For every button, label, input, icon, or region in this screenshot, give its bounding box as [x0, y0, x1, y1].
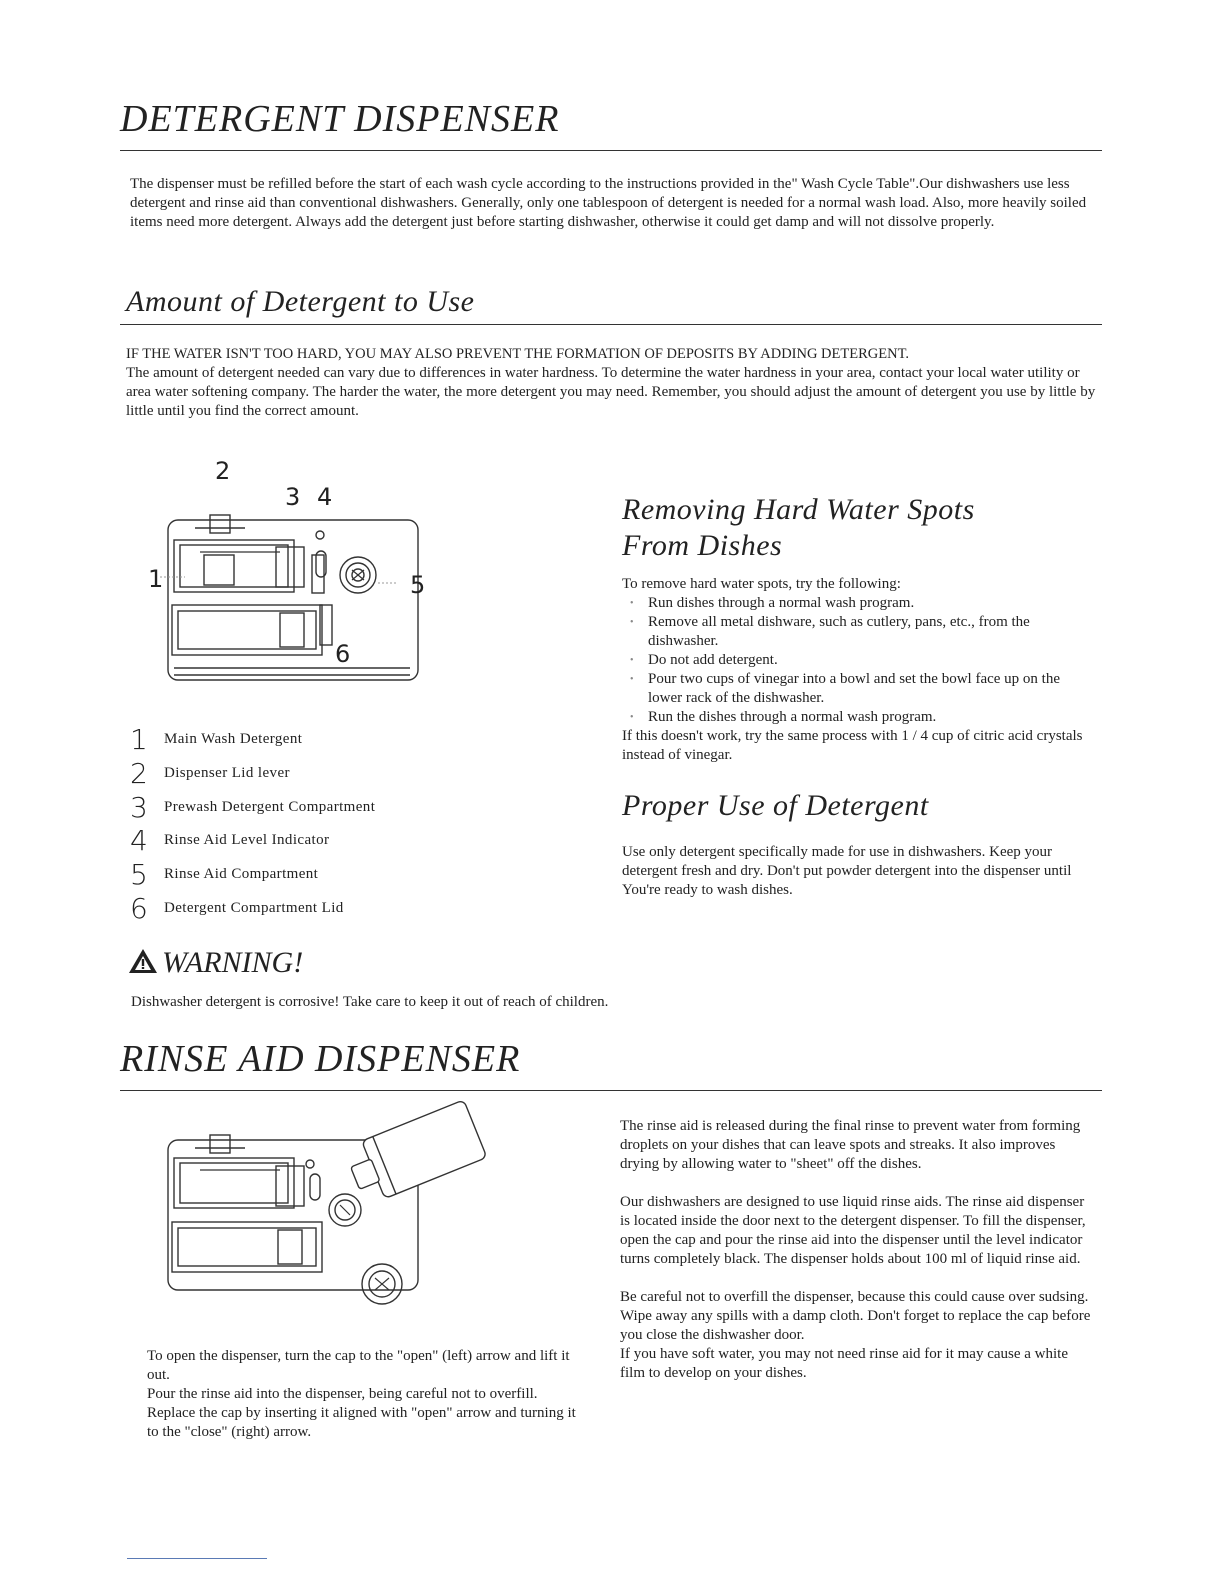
section-rule: [120, 324, 1102, 325]
legend-text: Prewash Detergent Compartment: [164, 798, 376, 815]
legend-item: [130, 790, 375, 824]
rinse-aid-paragraph: The rinse aid is released during the final rinse to prevent water from forming droplets on your dishes that can leave spots and streaks. It also improves drying by allowing water to "sheet" off the dishes.: [620, 1118, 1081, 1172]
footer-rule: [127, 1558, 267, 1559]
legend-number: 5: [130, 857, 148, 891]
step-item: • Do not add detergent.: [622, 651, 1092, 670]
diagram-label-2: 2: [215, 457, 231, 485]
legend-text: Rinse Aid Compartment: [164, 865, 319, 882]
warning-icon: [128, 948, 158, 979]
legend-item: [130, 756, 290, 790]
rinse-aid-illustration: [160, 1100, 500, 1320]
diagram-label-3: 3: [285, 483, 301, 511]
rinse-aid-diagram: [160, 1100, 500, 1320]
section-title-proper-use: Proper Use of Detergent: [622, 789, 929, 822]
step-item: • Run dishes through a normal wash program.: [622, 594, 1092, 613]
section-title-hard-water: [622, 492, 975, 564]
section-title-rinse-aid: RINSE AID DISPENSER: [120, 1038, 521, 1080]
section-title-amount: Amount of Detergent to Use: [126, 285, 475, 318]
rinse-aid-paragraph: If you have soft water, you may not need rinse aid for it may cause a white film to develop on your dishes.: [620, 1346, 1069, 1381]
title-rule: [120, 150, 1102, 151]
hard-water-section: [622, 575, 1092, 765]
rinse-step: To open the dispenser, turn the cap to the "open" (left) arrow and lift it out.: [147, 1348, 570, 1383]
legend-item: [130, 891, 344, 925]
hard-water-title-line2: From Dishes: [622, 529, 783, 562]
warning-title: WARNING!: [162, 946, 304, 979]
section-rule: [120, 1090, 1102, 1091]
legend-number: 4: [130, 823, 148, 857]
legend-item: [130, 823, 329, 857]
warning-text: Dishwasher detergent is corrosive! Take care to keep it out of reach of children.: [131, 994, 609, 1010]
legend-text: Rinse Aid Level Indicator: [164, 831, 330, 848]
diagram-label-1: 1: [148, 565, 164, 593]
legend-number: 3: [130, 790, 148, 824]
legend-number: 6: [130, 891, 148, 925]
rinse-aid-paragraph: Be careful not to overfill the dispenser, because this could cause over sudsing. Wipe away any spills with a damp cloth. Don't forget to replace the cap before you close the dishwasher door.: [620, 1289, 1091, 1343]
rinse-aid-right-text: [620, 1117, 1095, 1383]
hard-water-intro: To remove hard water spots, try the following:: [622, 576, 901, 592]
intro-paragraph: The dispenser must be refilled before the start of each wash cycle according to the instructions provided in the" Wash Cycle Table".Our dishwashers use less detergent and rinse aid than conventional dishwashers. Generally, only one tablespoon of detergent is needed for a normal wash load. Also, more heavily soiled items need more detergent. Always add the detergent just before starting dishwasher, otherwise it could get damp and will not dissolve properly.: [130, 176, 1087, 230]
legend-text: Main Wash Detergent: [164, 730, 303, 747]
page-title: DETERGENT DISPENSER: [120, 98, 560, 140]
legend-text: Detergent Compartment Lid: [164, 899, 344, 916]
rinse-aid-left-steps: [147, 1347, 587, 1442]
hard-water-outro: If this doesn't work, try the same process with 1 / 4 cup of citric acid crystals instead of vinegar.: [622, 728, 1083, 763]
diagram-label-6: 6: [335, 640, 351, 668]
diagram-label-5: 5: [410, 571, 426, 599]
legend-item: [130, 722, 302, 756]
hard-water-steps: [622, 594, 1092, 727]
proper-use-body: Use only detergent specifically made for use in dishwashers. Keep your detergent fresh and dry. Don't put powder detergent into the dispenser until You're ready to wash dishes.: [622, 844, 1072, 898]
dispenser-diagram: [140, 457, 450, 695]
legend-number: 2: [130, 756, 148, 790]
amount-caps-line: IF THE WATER ISN'T TOO HARD, YOU MAY ALSO PREVENT THE FORMATION OF DEPOSITS BY ADDING DETERGENT.: [126, 346, 909, 362]
hard-water-title-line1: Removing Hard Water Spots: [622, 493, 975, 526]
legend-number: 1: [130, 722, 148, 756]
rinse-step: Replace the cap by inserting it aligned with "open" arrow and turning it to the "close" (right) arrow.: [147, 1405, 576, 1440]
rinse-aid-paragraph: Our dishwashers are designed to use liquid rinse aids. The rinse aid dispenser is located inside the door next to the detergent dispenser. To fill the dispenser, open the cap and pour the rinse aid into the dispenser until the level indicator turns completely black. The dispenser holds about 100 ml of liquid rinse aid.: [620, 1194, 1086, 1267]
rinse-step: Pour the rinse aid into the dispenser, being careful not to overfill.: [147, 1386, 538, 1402]
step-item: • Remove all metal dishware, such as cutlery, pans, etc., from the dishwasher.: [622, 613, 1092, 651]
step-item: • Run the dishes through a normal wash program.: [622, 708, 1092, 727]
legend-item: [130, 857, 318, 891]
step-item: • Pour two cups of vinegar into a bowl and set the bowl face up on the lower rack of the dishwasher.: [622, 670, 1092, 708]
legend-text: Dispenser Lid lever: [164, 764, 290, 781]
diagram-label-4: 4: [317, 483, 333, 511]
amount-body: The amount of detergent needed can vary due to differences in water hardness. To determine the water hardness in your area, contact your local water utility or area water softening company. The harder the water, the more detergent you may need. Remember, you should adjust the amount of detergent you use by little by little until you find the correct amount.: [126, 365, 1096, 419]
warning-heading: [128, 946, 303, 980]
